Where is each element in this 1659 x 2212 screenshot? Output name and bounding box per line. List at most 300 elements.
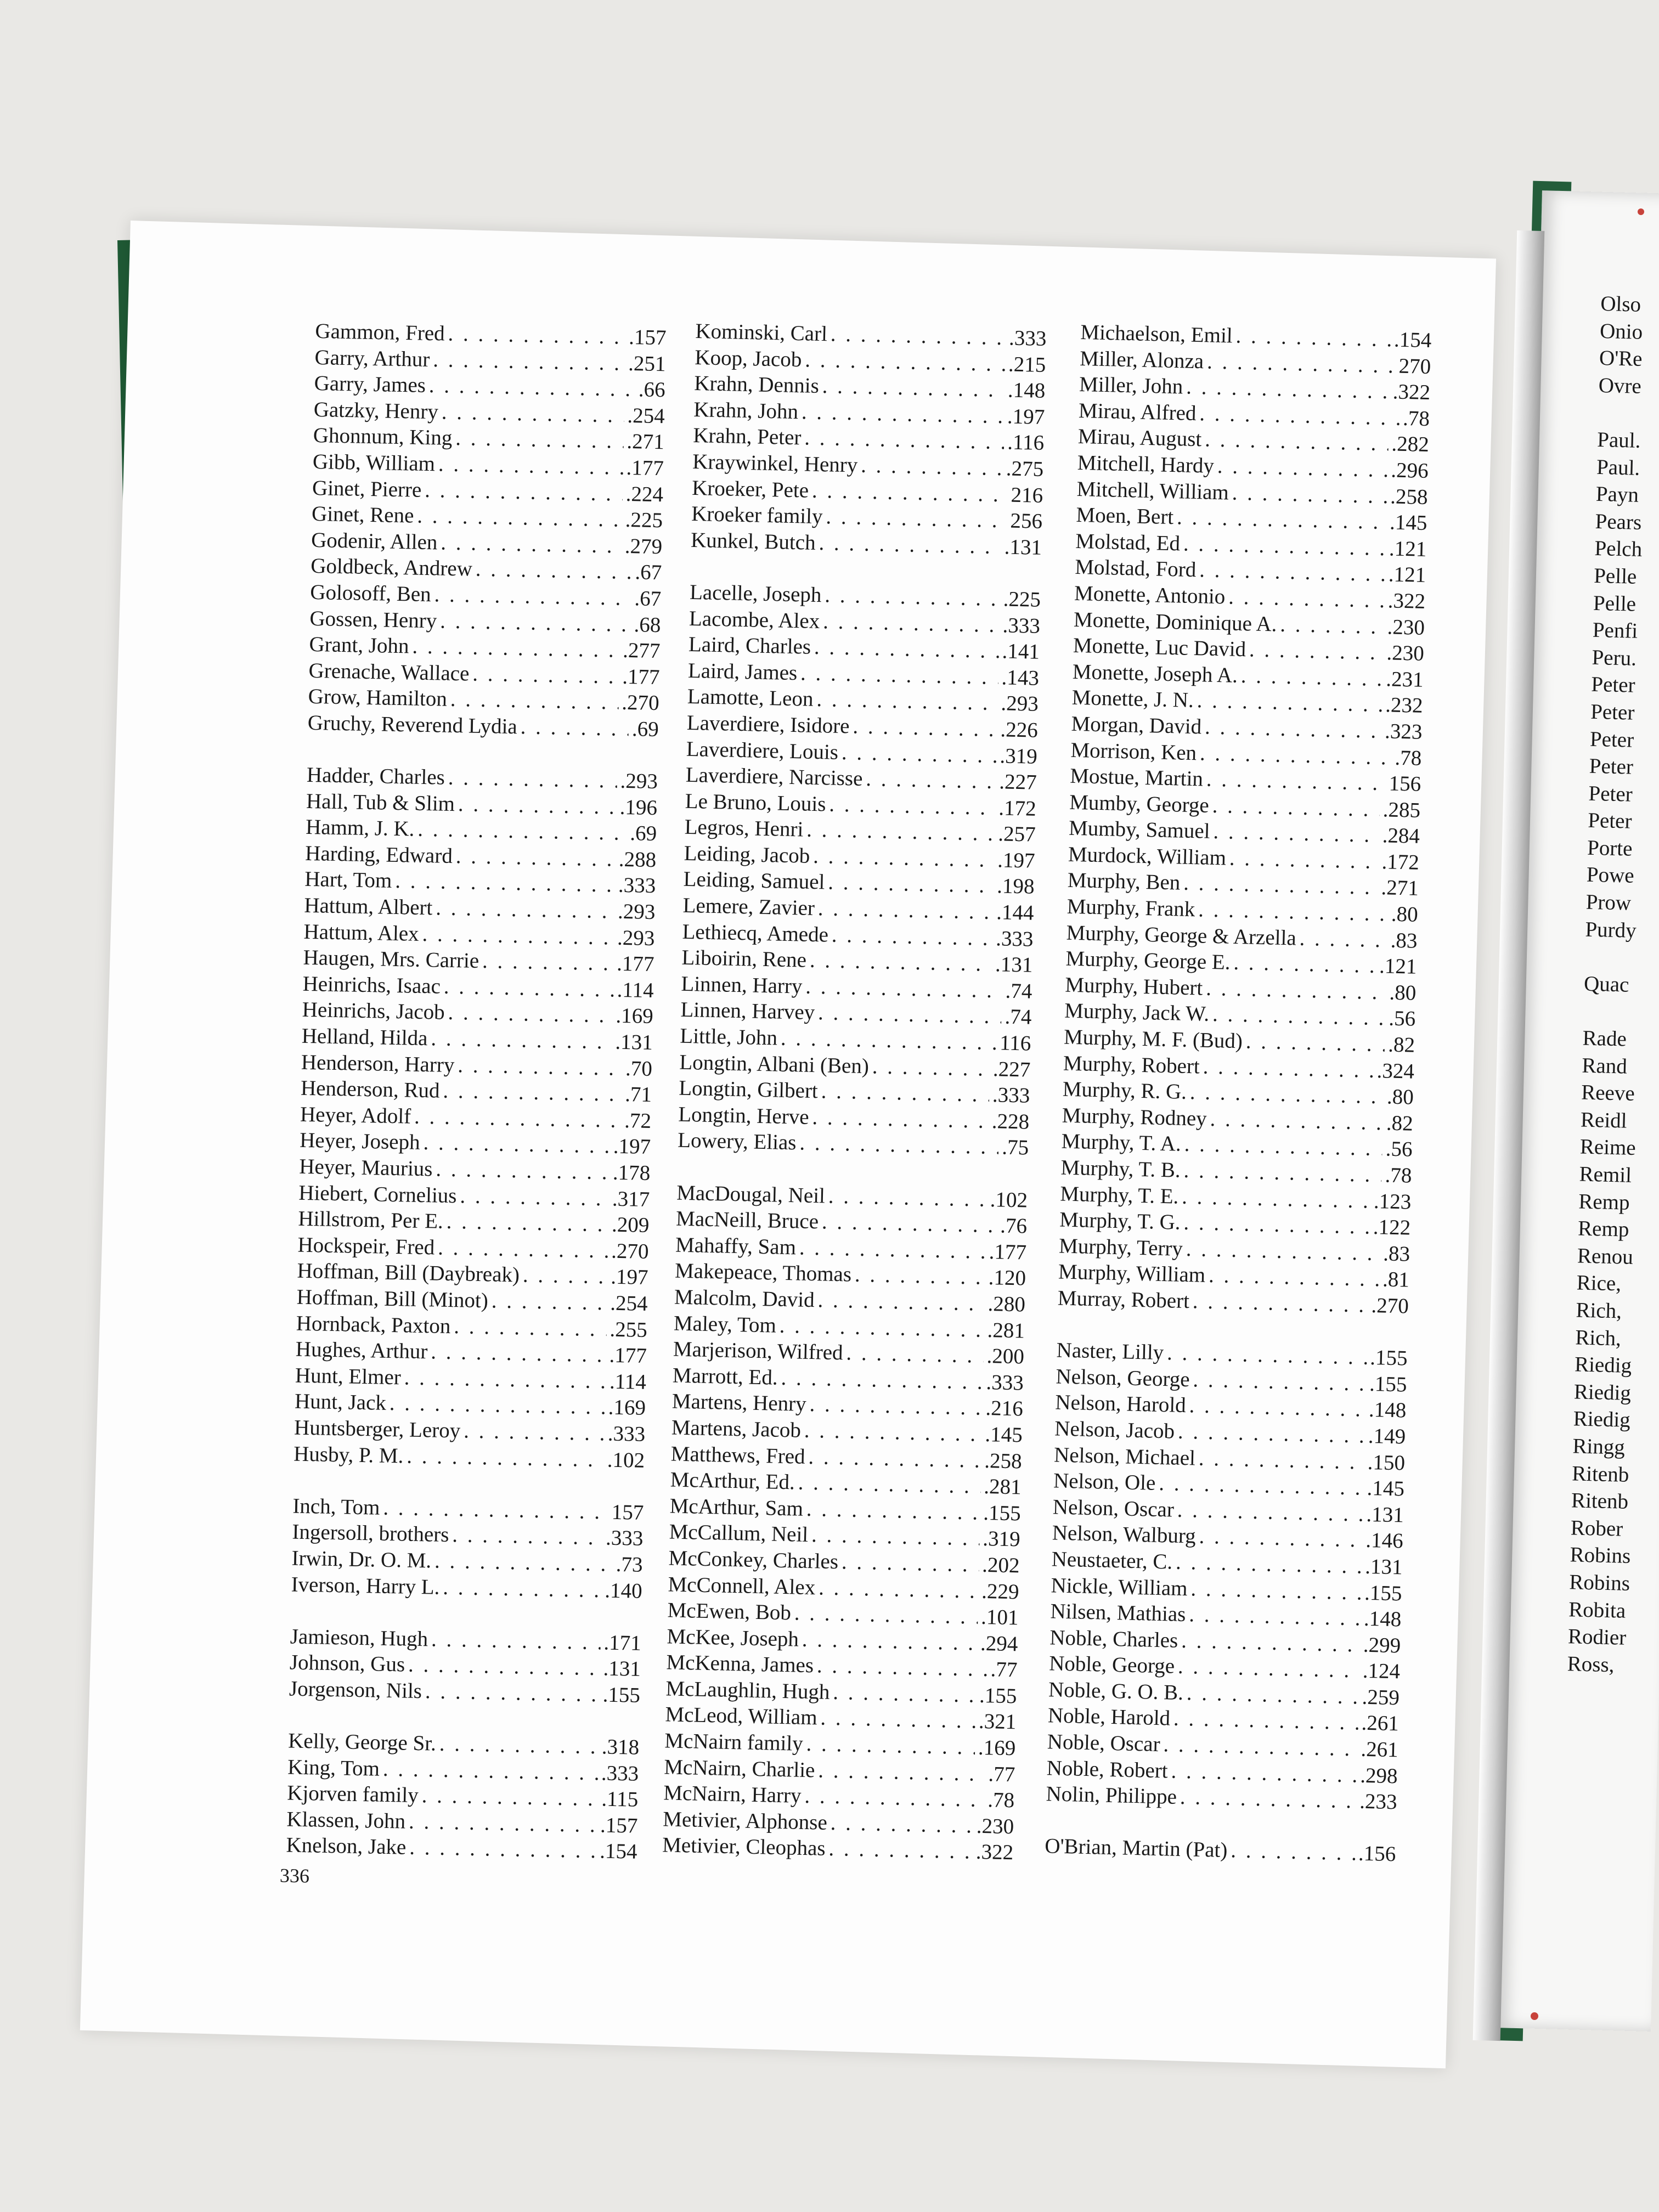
facing-page-fragment: Reime — [1579, 1135, 1637, 1160]
entry-name: Nelson, Michael — [1053, 1442, 1196, 1470]
entry-page-ref: .69 — [629, 821, 657, 846]
entry-name: Molstad, Ed — [1075, 529, 1181, 556]
entry-name: Morrison, Ken — [1070, 738, 1197, 765]
dot-leader — [1231, 1838, 1356, 1867]
dot-leader — [828, 1836, 973, 1865]
entry-name: Lowery, Elias — [677, 1128, 797, 1155]
entry-name: McArthur, Sam — [669, 1494, 804, 1521]
facing-page-fragment: Robins — [1568, 1570, 1630, 1595]
dot-leader — [458, 1052, 623, 1081]
entry-page-ref: .322 — [1392, 380, 1431, 405]
entry-page-ref: .155 — [1369, 1372, 1407, 1397]
entry-name: Hunt, Jack — [294, 1389, 387, 1415]
dot-leader — [441, 529, 622, 559]
entry-page-ref: .177 — [989, 1239, 1027, 1265]
entry-name: Michaelson, Emil — [1080, 320, 1233, 348]
entry-name: Inch, Tom — [292, 1494, 380, 1520]
dot-leader — [433, 347, 625, 376]
entry-page-ref: .67 — [635, 560, 662, 585]
facing-page-fragment: Peter — [1590, 673, 1636, 698]
entry-page-ref: .150 — [1367, 1450, 1406, 1475]
dot-leader — [1184, 1131, 1383, 1162]
entry-page-ref: .121 — [1389, 537, 1427, 561]
entry-page-ref: .145 — [1389, 510, 1427, 535]
entry-page-ref: 270 — [1398, 354, 1431, 379]
facing-page-fragment: Porte — [1587, 836, 1633, 861]
dot-leader — [1200, 740, 1392, 771]
entry-page-ref: .261 — [1360, 1737, 1399, 1762]
red-speck — [1531, 2012, 1538, 2020]
entry-page-ref: .200 — [986, 1344, 1025, 1369]
entry-name: Iverson, Harry L. — [291, 1572, 440, 1599]
dot-leader — [448, 1000, 613, 1029]
entry-page-ref: .72 — [624, 1108, 652, 1133]
entry-name: Huntsberger, Leroy — [294, 1415, 461, 1443]
dot-leader — [1183, 1158, 1382, 1188]
entry-name: Ingersoll, brothers — [292, 1520, 449, 1547]
entry-name: Helland, Hilda — [301, 1024, 428, 1051]
entry-name: MacDougal, Neil — [676, 1181, 826, 1208]
dot-leader — [842, 739, 997, 769]
entry-name: Godenir, Allen — [311, 528, 438, 555]
entry-page-ref: .114 — [617, 978, 654, 1002]
dot-leader — [436, 1156, 610, 1186]
entry-name: Hoffman, Bill (Minot) — [296, 1285, 489, 1313]
entry-page-ref: .261 — [1361, 1711, 1400, 1736]
entry-page-ref: .333 — [986, 1370, 1024, 1395]
dot-leader — [1182, 1183, 1371, 1214]
dot-leader — [799, 1130, 999, 1161]
entry-page-ref: .78 — [1402, 406, 1430, 431]
entry-name: Nelson, Harold — [1054, 1390, 1187, 1418]
dot-leader — [1186, 1236, 1380, 1267]
entry-name: Grenache, Wallace — [308, 658, 470, 686]
entry-name: Murphy, Hubert — [1064, 973, 1203, 1000]
dot-leader — [414, 1104, 622, 1134]
entry-page-ref: .225 — [625, 508, 663, 533]
index-column-1 — [286, 318, 667, 1865]
entry-name: Leiding, Jacob — [684, 841, 810, 868]
entry-name: Irwin, Dr. O. M. — [291, 1546, 432, 1573]
facing-page-fragment: Rodier — [1567, 1624, 1627, 1650]
entry-page-ref: .140 — [604, 1578, 642, 1603]
dot-leader — [812, 477, 1008, 507]
facing-page-fragment: Ovre — [1598, 373, 1642, 398]
dot-leader — [804, 1783, 985, 1813]
dot-leader — [1178, 1419, 1365, 1449]
entry-page-ref: .277 — [622, 638, 661, 663]
entry-page-ref: .171 — [603, 1630, 642, 1655]
entry-name: Hattum, Alex — [303, 919, 420, 946]
entry-page-ref: .230 — [1387, 614, 1425, 640]
entry-page-ref: .270 — [621, 691, 660, 715]
dot-leader — [1181, 1628, 1361, 1658]
entry-name: Noble, Robert — [1046, 1756, 1169, 1783]
entry-name: Heyer, Maurius — [298, 1154, 433, 1181]
red-speck — [1638, 208, 1644, 215]
facing-page-fragment: Riedig — [1573, 1407, 1631, 1432]
entry-name: Hillstrom, Per E. — [298, 1206, 444, 1233]
entry-name: Garry, Arthur — [314, 345, 430, 371]
entry-name: Martens, Henry — [672, 1389, 807, 1417]
entry-page-ref: .82 — [1387, 1032, 1415, 1057]
facing-page-fragment: Powe — [1586, 863, 1635, 888]
facing-page-fragment: Rice, — [1576, 1271, 1622, 1296]
entry-page-ref: .296 — [1390, 458, 1429, 483]
dot-leader — [806, 817, 995, 847]
entry-name: McNairn, Harry — [663, 1781, 802, 1808]
entry-page-ref: .227 — [998, 770, 1037, 794]
entry-name: Mirau, August — [1077, 425, 1202, 452]
entry-name: Longtin, Gilbert — [678, 1076, 819, 1103]
entry-page-ref: .282 — [1391, 432, 1430, 457]
entry-name: Miller, Alonza — [1079, 346, 1204, 373]
entry-name: Gatzky, Henry — [313, 397, 439, 424]
entry-page-ref: .155 — [1369, 1346, 1408, 1370]
entry-name: Murphy, R. G. — [1062, 1077, 1187, 1104]
facing-page-fragment: Penfi — [1592, 618, 1638, 643]
entry-name: Gossen, Henry — [309, 606, 437, 633]
entry-name: McCallum, Neil — [669, 1520, 809, 1547]
entry-name: King, Tom — [287, 1755, 380, 1781]
entry-page-ref: .131 — [615, 1030, 653, 1055]
entry-page-ref: .229 — [981, 1579, 1019, 1604]
entry-page-ref: .293 — [620, 769, 658, 794]
dot-leader — [404, 1364, 606, 1395]
entry-name: Krahn, Peter — [692, 424, 802, 450]
dot-leader — [431, 1626, 601, 1656]
entry-name: Legros, Henri — [684, 815, 804, 842]
entry-page-ref: .333 — [1008, 326, 1047, 351]
entry-name: Haugen, Mrs. Carrie — [303, 946, 479, 973]
entry-name: Laverdiere, Narcisse — [685, 763, 863, 791]
entry-page-ref: .102 — [990, 1187, 1028, 1212]
entry-page-ref: .120 — [988, 1266, 1026, 1290]
entry-page-ref: .155 — [602, 1683, 641, 1707]
dot-leader — [1183, 531, 1386, 561]
entry-name: Noble, George — [1048, 1651, 1175, 1678]
entry-page-ref: .333 — [992, 1083, 1030, 1108]
facing-page-fragment: Remp — [1578, 1189, 1630, 1215]
entry-page-ref: .232 — [1385, 693, 1424, 718]
dot-leader — [779, 1312, 984, 1343]
entry-page-ref: .215 — [1008, 352, 1046, 377]
dot-leader — [817, 1287, 985, 1317]
entry-page-ref: .293 — [1001, 691, 1039, 716]
entry-name: Hadder, Charles — [306, 763, 445, 789]
dot-leader — [804, 1418, 982, 1448]
entry-page-ref: .66 — [638, 377, 666, 402]
entry-name: Monette, J. N. — [1071, 686, 1194, 713]
facing-page-fragment: Paul. — [1596, 455, 1640, 480]
dot-leader — [1198, 1445, 1364, 1475]
facing-page-fragment: Payn — [1595, 482, 1639, 507]
entry-page-ref: 156 — [1389, 771, 1421, 796]
dot-leader — [1186, 374, 1390, 405]
entry-name: Nolin, Philippe — [1046, 1782, 1177, 1809]
dot-leader — [846, 1340, 984, 1369]
dot-leader — [446, 1209, 608, 1238]
facing-page-fragment: Ross, — [1567, 1651, 1615, 1677]
dot-leader — [443, 1078, 622, 1108]
entry-name: Marjerison, Wilfred — [673, 1337, 844, 1365]
entry-page-ref: .177 — [616, 952, 654, 977]
dot-leader — [830, 1810, 973, 1839]
entry-name: Garry, James — [314, 371, 426, 398]
entry-page-ref: .281 — [987, 1318, 1025, 1343]
dot-leader — [482, 948, 614, 977]
dot-leader — [809, 947, 992, 978]
facing-page-fragment: Quac — [1583, 972, 1629, 997]
entry-page-ref: .146 — [1365, 1528, 1404, 1553]
entry-name: Goldbeck, Andrew — [310, 554, 473, 581]
entry-name: Hoffman, Bill (Daybreak) — [297, 1259, 520, 1287]
dot-leader — [1210, 1106, 1383, 1136]
dot-leader — [804, 425, 1005, 456]
dot-leader — [1245, 1028, 1385, 1058]
entry-page-ref: .123 — [1373, 1189, 1412, 1214]
facing-page-fragment: Reeve — [1581, 1080, 1635, 1106]
dot-leader — [820, 1705, 976, 1735]
entry-name: Jamieson, Hugh — [290, 1624, 428, 1651]
dot-leader — [455, 843, 616, 872]
entry-name: Murphy, M. F. (Bud) — [1063, 1025, 1243, 1053]
entry-page-ref: .299 — [1363, 1633, 1401, 1658]
entry-name: McConkey, Charles — [668, 1546, 839, 1574]
entry-name: Naster, Lilly — [1056, 1338, 1164, 1365]
entry-name: Lacombe, Alex — [689, 606, 820, 633]
entry-name: Murphy, William — [1058, 1260, 1206, 1288]
entry-name: Murphy, Frank — [1066, 894, 1195, 922]
entry-page-ref: .216 — [985, 1396, 1024, 1421]
entry-page-ref: .77 — [988, 1762, 1015, 1786]
entry-name: Metivier, Cleophas — [662, 1833, 826, 1861]
dot-leader — [794, 1600, 978, 1630]
index-column-2 — [662, 318, 1047, 1866]
entry-name: Lemere, Zavier — [682, 893, 815, 921]
entry-page-ref: .270 — [611, 1239, 649, 1263]
dot-leader — [1232, 479, 1387, 509]
dot-leader — [383, 1756, 599, 1786]
entry-page-ref: .270 — [1371, 1293, 1409, 1318]
entry-name: Nelson, Ole — [1053, 1469, 1156, 1495]
entry-name: Lethiecq, Amede — [682, 919, 829, 947]
entry-page-ref: .124 — [1362, 1659, 1401, 1684]
entry-page-ref: .178 — [612, 1160, 651, 1185]
entry-name: Murphy, George & Arzella — [1066, 921, 1297, 950]
entry-page-ref: .78 — [987, 1788, 1015, 1813]
entry-name: Hockspeir, Fred — [297, 1233, 435, 1260]
entry-name: Hattum, Albert — [304, 893, 433, 920]
entry-page-ref: .321 — [978, 1709, 1017, 1734]
entry-name: Lamotte, Leon — [687, 685, 814, 712]
entry-page-ref: .155 — [979, 1683, 1017, 1708]
facing-page-fragment: Paul. — [1596, 427, 1641, 453]
entry-page-ref: .73 — [616, 1552, 643, 1577]
dot-leader — [425, 1678, 600, 1708]
dot-leader — [448, 765, 617, 794]
entry-page-ref: .226 — [1000, 718, 1039, 742]
dot-leader — [460, 1183, 610, 1212]
entry-name: Linnen, Harry — [681, 972, 803, 998]
entry-name: Ginet, Rene — [311, 502, 414, 528]
entry-name: O'Brian, Martin (Pat) — [1044, 1834, 1228, 1863]
entry-name: Henderson, Harry — [301, 1050, 455, 1077]
dot-leader — [1186, 1680, 1359, 1710]
entry-name: Laird, Charles — [688, 632, 811, 659]
dot-leader — [805, 974, 1002, 1004]
dot-leader — [523, 1262, 608, 1290]
entry-name: Mahaffy, Sam — [675, 1233, 797, 1260]
dot-leader — [1178, 1654, 1360, 1684]
dot-leader — [436, 895, 615, 924]
entry-name: Hall, Tub & Slim — [306, 789, 455, 816]
dot-leader — [822, 1209, 997, 1239]
entry-name: Krahn, John — [693, 397, 799, 424]
entry-page-ref: .197 — [997, 848, 1036, 873]
dot-leader — [431, 1025, 612, 1055]
entry-name: MacNeill, Bruce — [675, 1206, 819, 1234]
facing-page-fragment: Rade — [1582, 1026, 1627, 1051]
dot-leader — [1190, 1576, 1362, 1606]
entry-page-ref: .319 — [982, 1527, 1021, 1551]
entry-page-ref: .319 — [1000, 743, 1038, 769]
entry-page-ref: .115 — [601, 1787, 639, 1812]
entry-name: Neustaeter, C. — [1051, 1547, 1173, 1574]
dot-leader — [383, 1494, 608, 1525]
entry-name: Murphy, T. E. — [1059, 1182, 1179, 1209]
dot-leader — [818, 1757, 985, 1787]
dot-leader — [1206, 766, 1386, 797]
dot-leader — [440, 608, 631, 637]
entry-name: Nickle, William — [1051, 1573, 1188, 1600]
entry-page-ref: .202 — [981, 1553, 1020, 1578]
entry-page-ref: .131 — [1004, 535, 1042, 560]
dot-leader — [452, 1522, 603, 1551]
entry-name: Kominski, Carl — [695, 319, 828, 346]
entry-page-ref: .83 — [1383, 1242, 1410, 1266]
facing-page-fragment: Remil — [1579, 1162, 1632, 1187]
dot-leader — [450, 686, 618, 715]
entry-page-ref: .69 — [631, 717, 659, 742]
entry-name: Grow, Hamilton — [308, 685, 448, 712]
entry-name: Heyer, Joseph — [299, 1128, 420, 1155]
dot-leader — [408, 1652, 600, 1681]
entry-page-ref: .177 — [626, 455, 664, 481]
entry-name: Murphy, T. B. — [1060, 1155, 1181, 1182]
facing-page-fragment: Riedig — [1573, 1380, 1632, 1405]
dot-leader — [781, 1365, 983, 1396]
entry-page-ref: .169 — [978, 1735, 1016, 1760]
dot-leader — [1228, 584, 1385, 613]
entry-page-ref: .251 — [628, 351, 666, 376]
entry-name: Leiding, Samuel — [683, 867, 825, 894]
entry-name: Henderson, Rud — [300, 1076, 440, 1103]
entry-page-ref: .148 — [1363, 1606, 1402, 1632]
entry-name: Hughes, Arthur — [295, 1337, 428, 1364]
facing-page-fragment: Peter — [1588, 781, 1633, 806]
dot-leader — [1199, 1523, 1363, 1554]
entry-name: Monette, Antonio — [1074, 581, 1226, 609]
facing-page-fragment: Robins — [1570, 1543, 1631, 1568]
entry-name: Laird, James — [687, 658, 798, 685]
entry-page-ref: .80 — [1389, 980, 1417, 1005]
facing-page-fragment: Rich, — [1575, 1325, 1622, 1351]
entry-page-ref: .280 — [988, 1292, 1026, 1317]
dot-leader — [438, 1234, 608, 1264]
entry-page-ref: .333 — [995, 926, 1034, 951]
facing-page-fragment: Peter — [1589, 727, 1634, 752]
entry-page-ref: .116 — [1007, 430, 1045, 455]
dot-leader — [1280, 611, 1384, 640]
entry-name: Ghonnum, King — [313, 424, 453, 450]
dot-leader — [395, 868, 616, 898]
entry-page-ref: .121 — [1388, 562, 1426, 588]
entry-page-ref: .145 — [985, 1422, 1023, 1447]
dot-leader — [1229, 845, 1379, 875]
entry-page-ref: .154 — [599, 1839, 637, 1864]
entry-page-ref: .169 — [616, 1004, 654, 1029]
entry-page-ref: .70 — [625, 1056, 653, 1081]
dot-leader — [409, 1809, 597, 1838]
dot-leader — [798, 1470, 981, 1500]
entry-page-ref: .281 — [983, 1475, 1022, 1499]
entry-name: Kroeker, Pete — [691, 476, 809, 503]
entry-name: Hunt, Elmer — [295, 1363, 402, 1390]
dot-leader — [454, 1313, 607, 1342]
dot-leader — [1189, 1601, 1361, 1632]
entry-name: Kroeker family — [691, 502, 823, 529]
dot-leader — [1212, 1001, 1386, 1031]
dot-leader — [1163, 1731, 1358, 1762]
entry-page-ref: .333 — [605, 1526, 644, 1551]
entry-page-ref: .172 — [998, 795, 1037, 821]
dot-leader — [823, 608, 1000, 639]
entry-name: Nilsen, Mathias — [1049, 1599, 1186, 1627]
entry-name: Mumby, Samuel — [1068, 816, 1211, 844]
entry-page-ref: .114 — [609, 1369, 647, 1394]
entry-name: Heinrichs, Isaac — [302, 972, 441, 998]
entry-page-ref: .131 — [1366, 1502, 1404, 1527]
dot-leader — [431, 1339, 606, 1369]
dot-leader — [817, 895, 993, 926]
dot-leader — [799, 1234, 986, 1265]
entry-page-ref: .148 — [1368, 1398, 1407, 1423]
entry-page-ref: .122 — [1373, 1215, 1411, 1240]
entry-name: Laverdiere, Louis — [686, 737, 839, 764]
entry-page-ref: .209 — [611, 1212, 650, 1238]
dot-leader — [1193, 1367, 1367, 1397]
entry-page-ref: .293 — [617, 926, 655, 950]
entry-name: McArthur, Ed. — [670, 1468, 795, 1494]
dot-leader — [389, 1390, 605, 1420]
entry-page-ref: .322 — [975, 1840, 1014, 1865]
entry-page-ref: .75 — [1001, 1135, 1029, 1160]
entry-name: Heinrichs, Jacob — [302, 998, 445, 1025]
entry-page-ref: .82 — [1386, 1111, 1414, 1136]
dot-leader — [1212, 793, 1380, 823]
entry-name: Malcolm, David — [674, 1285, 815, 1312]
facing-page-fragment: Ritenb — [1571, 1461, 1629, 1487]
dot-leader — [830, 321, 1006, 351]
entry-name: Noble, Harold — [1047, 1703, 1171, 1731]
entry-name: Longtin, Herve — [678, 1102, 810, 1129]
facing-page-fragment: Peter — [1589, 754, 1634, 779]
dot-leader — [458, 791, 617, 820]
entry-page-ref: .155 — [1364, 1581, 1402, 1605]
entry-name: Monette, Dominique A. — [1073, 607, 1277, 636]
entry-name: Grant, John — [309, 633, 409, 658]
